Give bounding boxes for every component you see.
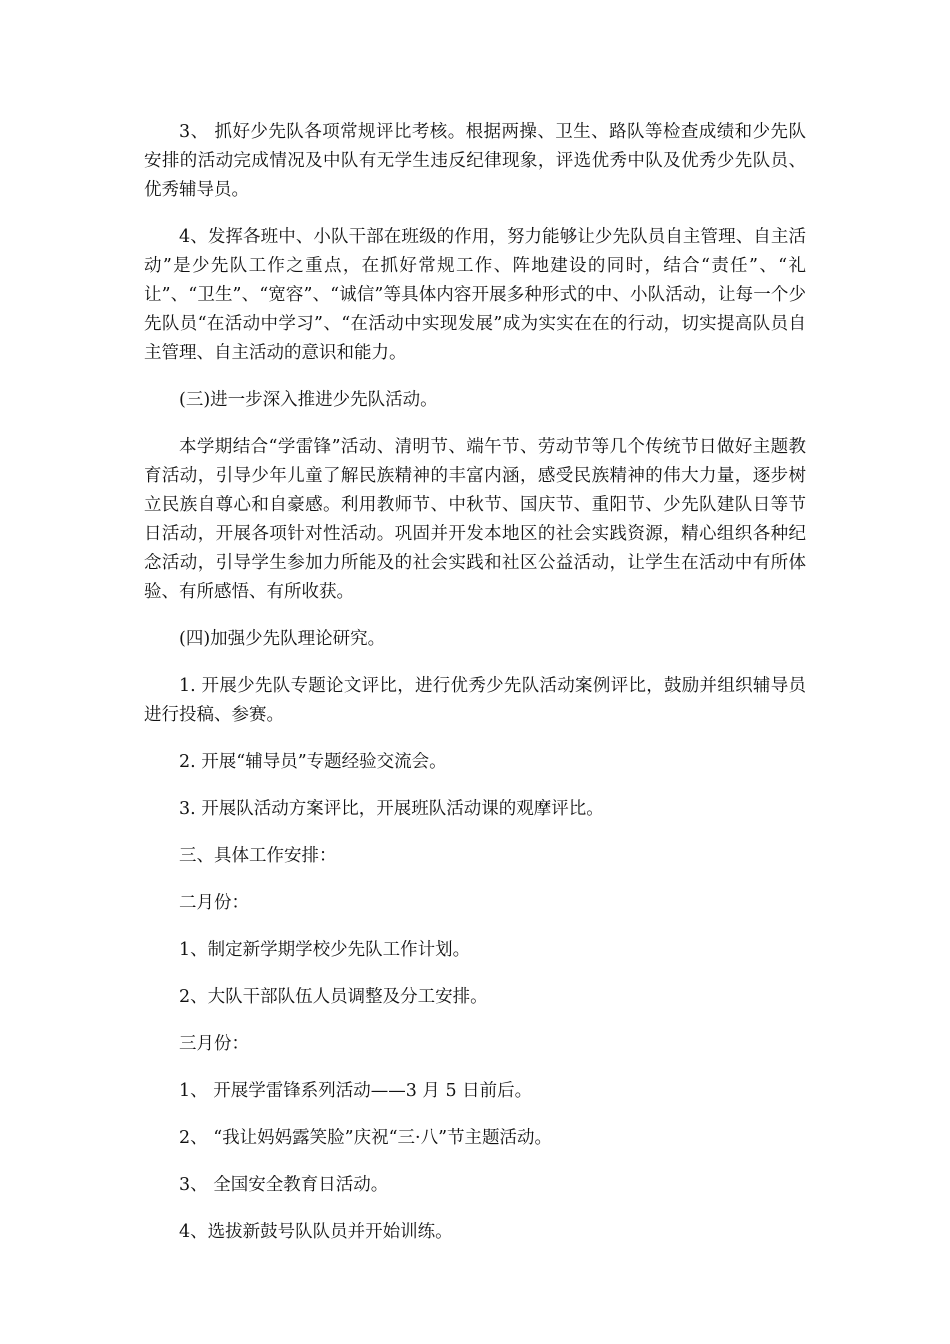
- paragraph-theory-1: 1. 开展少先队专题论文评比，进行优秀少先队活动案例评比，鼓励并组织辅导员进行投稿、参赛。: [144, 676, 806, 725]
- paragraph-festival-activities: 本学期结合“学雷锋”活动、清明节、端午节、劳动节等几个传统节日做好主题教育活动，引导少年儿童了解民族精神的丰富内涵，感受民族精神的伟大力量，逐步树立民族自尊心和自豪感。利用教师节、中秋节、国庆节、重阳节、少先队建队日等节日活动，开展各项针对性活动。巩固并开发本地区的社会实践资源，精心组织各种纪念活动，引导学生参加力所能及的社会实践和社区公益活动，让学生在活动中有所体验、有所感悟、有所收获。: [144, 437, 806, 602]
- paragraph-item-4-self-management: 4、发挥各班中、小队干部在班级的作用，努力能够让少先队员自主管理、自主活动”是少先队工作之重点，在抓好常规工作、阵地建设的同时，结合“责任”、“礼让”、“卫生”、“宽容”、“诚信”等具体内容开展多种形式的中、小队活动，让每一个少先队员“在活动中学习”、“在活动中实现发展”成为实实在在的行动，切实提高队员自主管理、自主活动的意识和能力。: [144, 227, 806, 363]
- section-heading-4: (四)加强少先队理论研究。: [179, 629, 386, 649]
- list-item-march-3: 3、 全国安全教育日活动。: [179, 1175, 389, 1195]
- list-item-february-1: 1、制定新学期学校少先队工作计划。: [179, 940, 471, 960]
- month-heading-march: 三月份：: [179, 1034, 249, 1054]
- list-item-march-1: 1、 开展学雷锋系列活动——3 月 5 日前后。: [179, 1081, 533, 1101]
- document-page: [144, 118, 806, 1247]
- list-item-february-2: 2、大队干部队伍人员调整及分工安排。: [179, 987, 488, 1007]
- section-heading-schedule: 三、具体工作安排：: [179, 846, 337, 866]
- paragraph-theory-3: 3. 开展队活动方案评比，开展班队活动课的观摩评比。: [179, 799, 604, 819]
- month-heading-february: 二月份：: [179, 893, 249, 913]
- list-item-march-2: 2、 “我让妈妈露笑脸”庆祝“三·八”节主题活动。: [179, 1128, 553, 1148]
- paragraph-item-3-assessment: 3、 抓好少先队各项常规评比考核。根据两操、卫生、路队等检查成绩和少先队安排的活动完成情况及中队有无学生违反纪律现象，评选优秀中队及优秀少先队员、优秀辅导员。: [144, 122, 806, 200]
- list-item-march-4: 4、选拔新鼓号队队员并开始训练。: [179, 1222, 453, 1242]
- section-heading-3: (三)进一步深入推进少先队活动。: [179, 390, 438, 410]
- paragraph-theory-2: 2. 开展“辅导员”专题经验交流会。: [179, 752, 447, 772]
